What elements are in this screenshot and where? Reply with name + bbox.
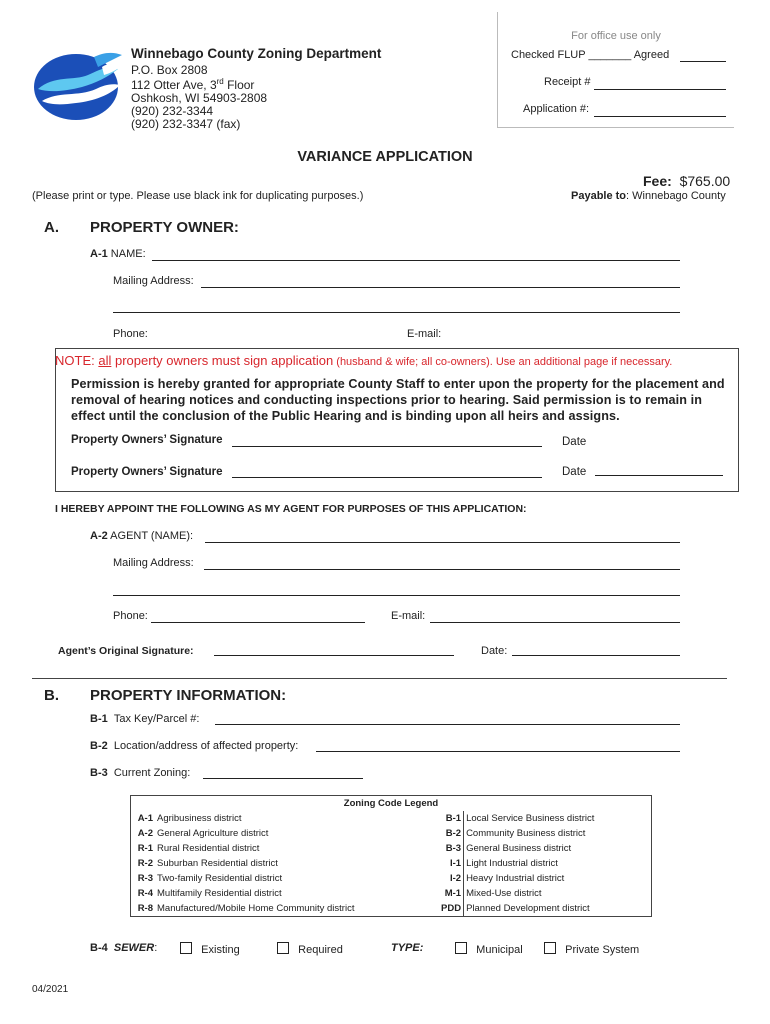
section-a-title: PROPERTY OWNER:: [90, 219, 239, 236]
receipt-label: Receipt #: [544, 76, 591, 88]
owner-signature-label-2: Property Owners’ Signature: [71, 466, 223, 478]
legend-row: R-2 Suburban Residential district I-1 Light Industrial district: [131, 856, 652, 871]
office-use-title: For office use only: [571, 30, 661, 42]
page-title: VARIANCE APPLICATION: [297, 149, 473, 165]
agent-phone-field[interactable]: [151, 622, 365, 623]
receipt-field[interactable]: [594, 89, 726, 90]
owner-mailing-label: Mailing Address:: [113, 275, 194, 287]
phone-number: (920) 232-3344: [131, 104, 214, 118]
checked-flup-label: Checked FLUP _______ Agreed: [511, 49, 670, 61]
agent-phone-label: Phone:: [113, 610, 148, 622]
type-private-option[interactable]: Private System: [544, 942, 639, 956]
location-label: B-2 Location/address of affected property:: [90, 740, 299, 752]
owner-date-label-2: Date: [562, 466, 587, 478]
legend-row: R-3 Two-family Residential district I-2 Heavy Industrial district: [131, 871, 652, 886]
agent-signature-label: Agent’s Original Signature:: [58, 645, 194, 657]
sewer-existing-option[interactable]: Existing: [180, 942, 240, 956]
payable-to: Payable to: Winnebago County: [571, 190, 726, 202]
tax-key-label: B-1 Tax Key/Parcel #:: [90, 713, 200, 725]
location-field[interactable]: [316, 751, 680, 752]
legend-row: R-8 Manufactured/Mobile Home Community district PDD Planned Development district: [131, 901, 652, 917]
city-state-zip: Oshkosh, WI 54903-2808: [131, 91, 268, 105]
agent-mailing-field-2[interactable]: [113, 595, 680, 596]
section-b-title: PROPERTY INFORMATION:: [90, 687, 287, 704]
legend-row: A-1 Agribusiness district B-1 Local Service Business district: [131, 811, 652, 826]
agent-date-label: Date:: [481, 645, 508, 657]
po-box: P.O. Box 2808: [131, 63, 208, 77]
sewer-existing-checkbox[interactable]: [180, 942, 192, 954]
section-a-letter: A.: [44, 219, 59, 236]
section-b-letter: B.: [44, 687, 59, 704]
fee: Fee: $765.00: [643, 173, 731, 189]
agent-date-field[interactable]: [512, 655, 680, 656]
legend-row: R-1 Rural Residential district B-3 General Business district: [131, 841, 652, 856]
department-name: Winnebago County Zoning Department: [131, 46, 382, 61]
owner-mailing-field-2[interactable]: [113, 312, 680, 313]
current-zoning-field[interactable]: [203, 778, 363, 779]
permission-text: Permission is hereby granted for appropriate County Staff to enter upon the property for the placement and removal of hearing notices and conducting inspections prior to hearing. Said permission is to remain in effect until the conclusion of the Public Hearing and is binding upon all heirs and assigns.: [71, 377, 725, 423]
type-municipal-checkbox[interactable]: [455, 942, 467, 954]
agent-email-field[interactable]: [430, 622, 680, 623]
agreed-field[interactable]: [680, 61, 726, 62]
agent-signature-field[interactable]: [214, 655, 454, 656]
owner-mailing-field[interactable]: [201, 287, 680, 288]
owner-email-label: E-mail:: [407, 328, 442, 340]
county-logo: [32, 45, 124, 123]
legend-row: A-2 General Agriculture district B-2 Community Business district: [131, 826, 652, 841]
agent-mailing-label: Mailing Address:: [113, 557, 194, 569]
owner-signature-label-1: Property Owners’ Signature: [71, 434, 223, 446]
zoning-code-legend: [130, 795, 652, 917]
type-municipal-option[interactable]: Municipal: [455, 942, 523, 956]
application-field[interactable]: [594, 116, 726, 117]
application-label: Application #:: [523, 103, 590, 115]
sewer-required-option[interactable]: Required: [277, 942, 343, 956]
owner-name-label: A-1 NAME:: [90, 248, 146, 260]
section-divider: [32, 678, 727, 679]
owners-sign-note: NOTE: all property owners must sign application (husband & wife; all co-owners). Use an additional page if necessary.: [55, 353, 673, 368]
agent-appointment-text: I HEREBY APPOINT THE FOLLOWING AS MY AGENT FOR PURPOSES OF THIS APPLICATION:: [55, 503, 527, 515]
type-private-checkbox[interactable]: [544, 942, 556, 954]
owner-date-field-2[interactable]: [595, 475, 723, 476]
owner-signature-field-1[interactable]: [232, 446, 542, 447]
agent-name-field[interactable]: [205, 542, 680, 543]
current-zoning-label: B-3 Current Zoning:: [90, 767, 191, 779]
owner-date-label-1: Date: [562, 436, 587, 448]
tax-key-field[interactable]: [215, 724, 680, 725]
fax-number: (920) 232-3347 (fax): [131, 117, 241, 131]
owner-name-field[interactable]: [152, 260, 680, 261]
agent-mailing-field[interactable]: [204, 569, 680, 570]
sewer-required-checkbox[interactable]: [277, 942, 289, 954]
agent-name-label: A-2 AGENT (NAME):: [90, 530, 194, 542]
owner-phone-label: Phone:: [113, 328, 148, 340]
type-label: TYPE:: [391, 942, 424, 954]
form-revision-date: 04/2021: [32, 984, 69, 995]
instructions-text: (Please print or type. Please use black ink for duplicating purposes.): [32, 190, 364, 202]
owner-signature-field-2[interactable]: [232, 477, 542, 478]
street-address: 112 Otter Ave, 3rd Floor: [131, 77, 255, 92]
agent-email-label: E-mail:: [391, 610, 426, 622]
legend-title: Zoning Code Legend: [343, 798, 439, 809]
legend-row: R-4 Multifamily Residential district M-1 Mixed-Use district: [131, 886, 652, 901]
sewer-row: B-4 SEWER:: [90, 942, 158, 954]
